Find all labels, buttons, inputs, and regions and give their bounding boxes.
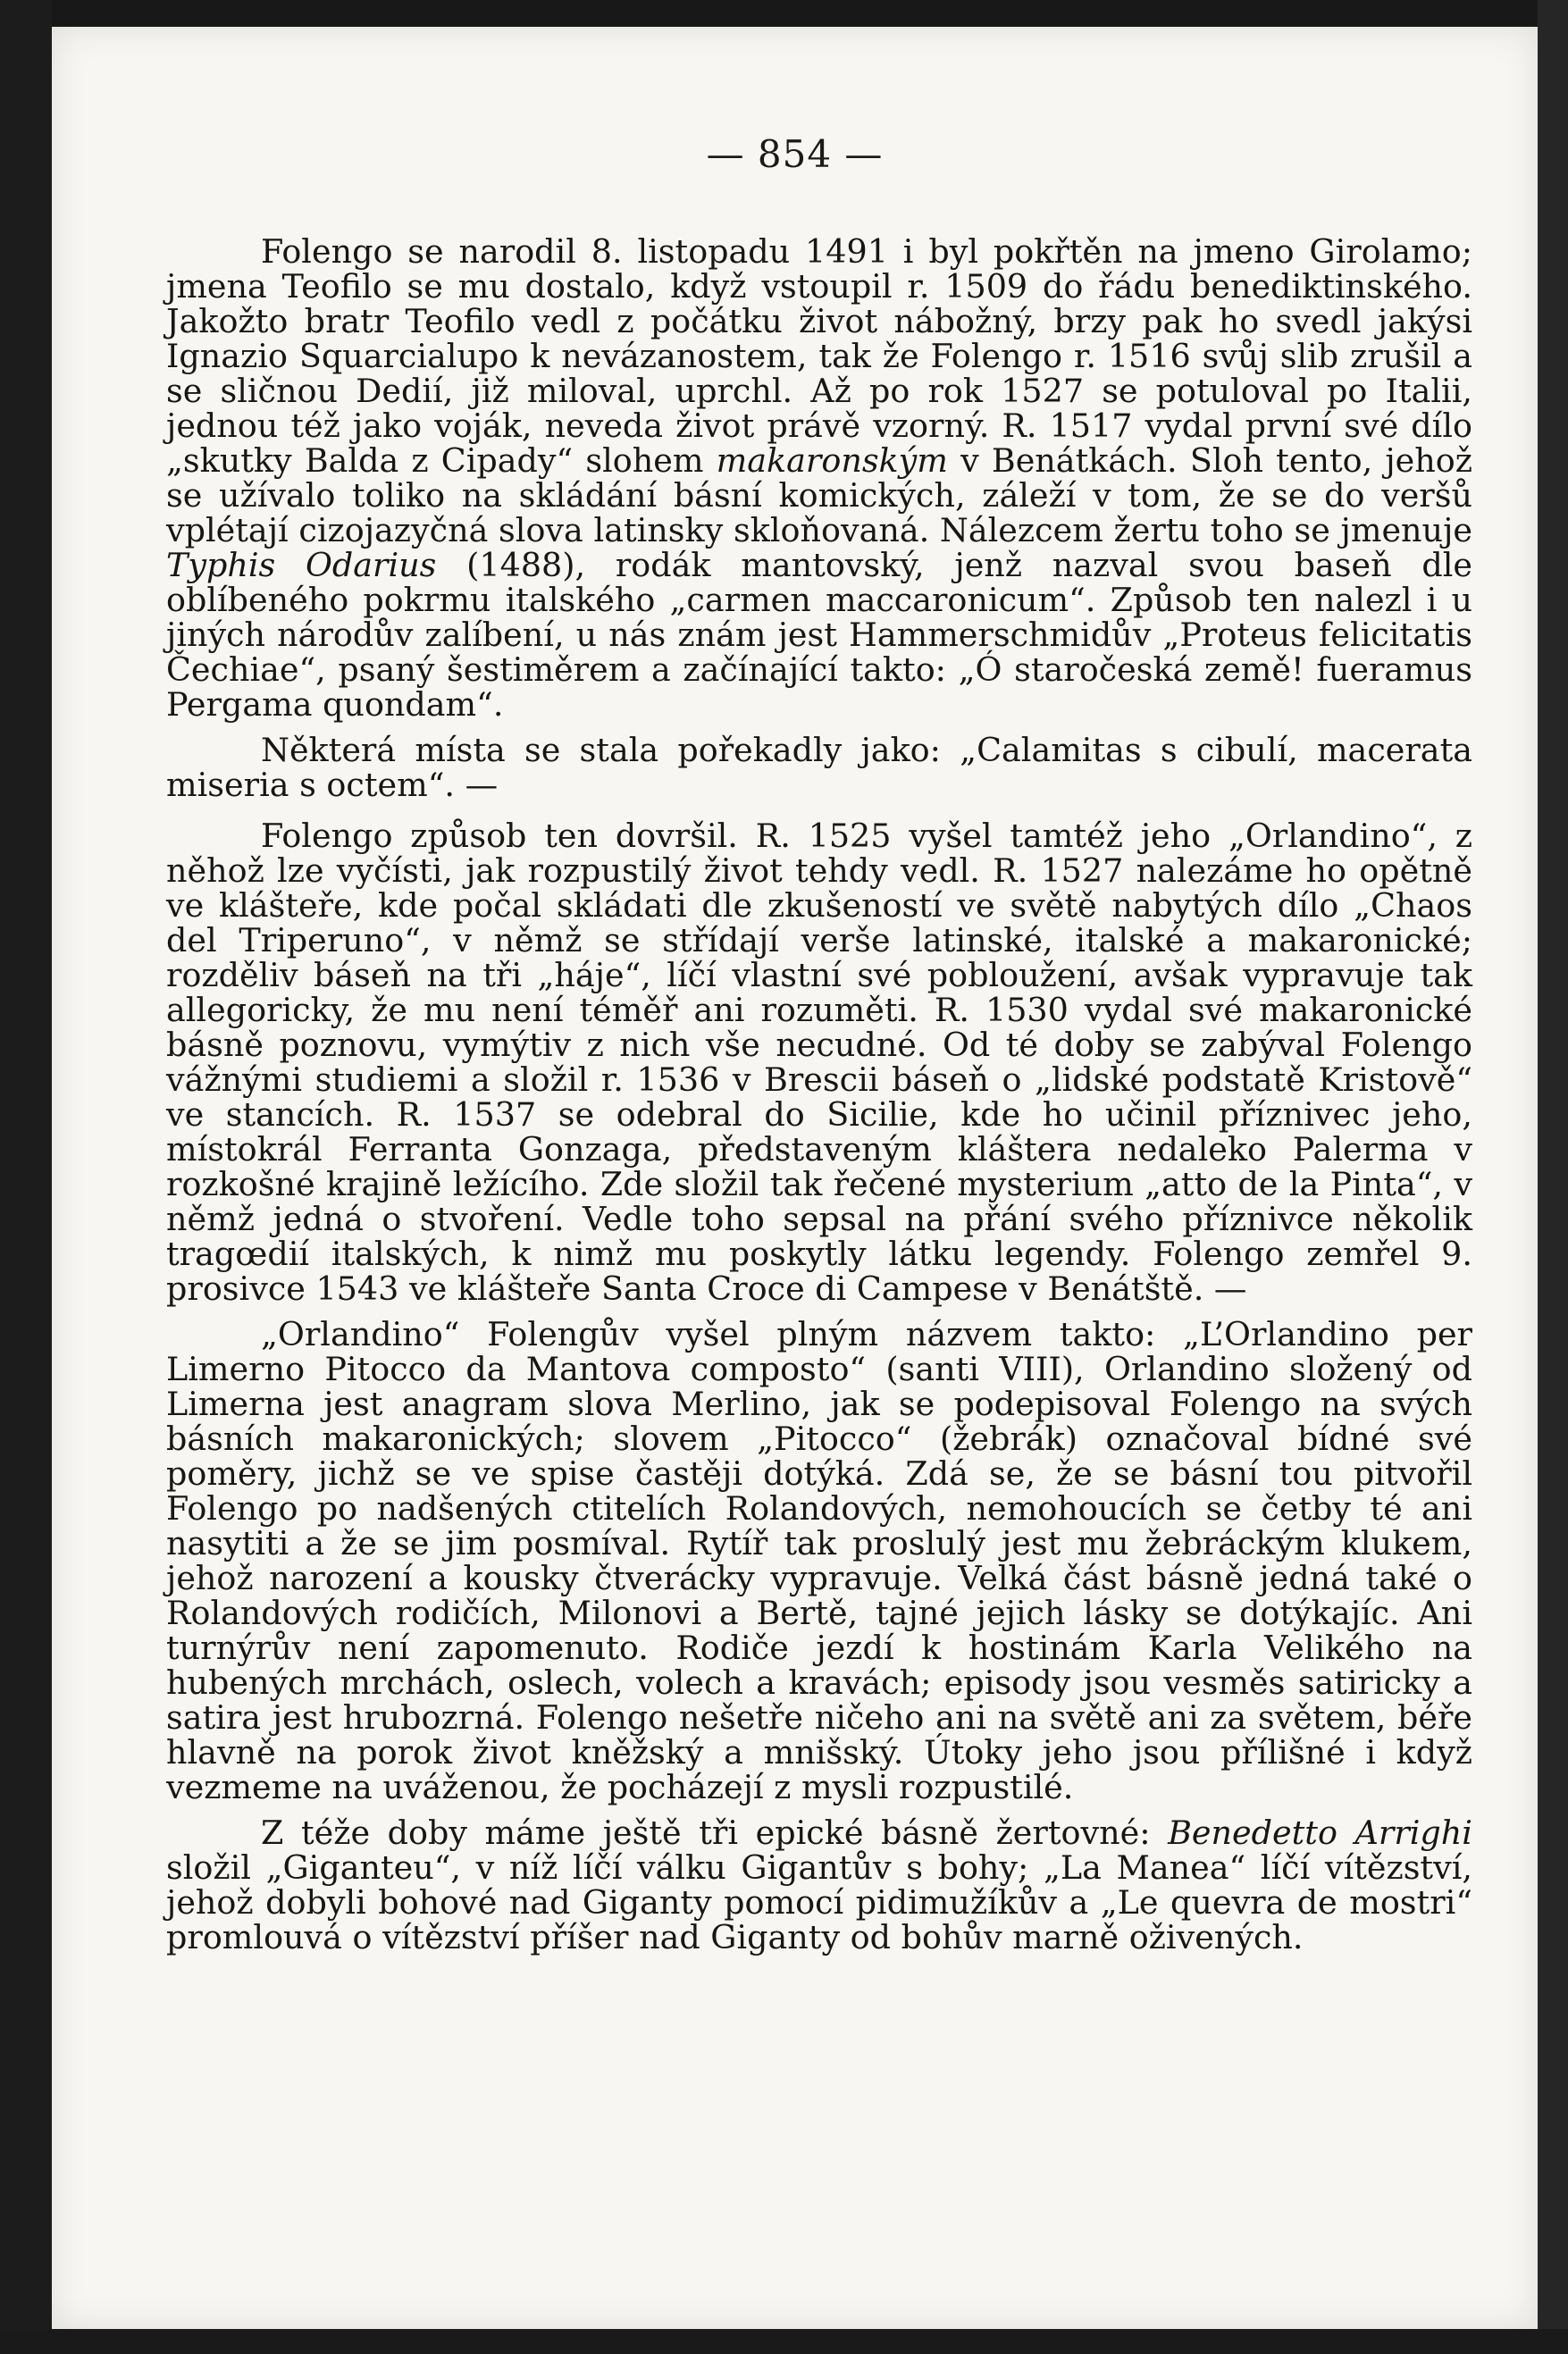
paragraph-folengo-works: Folengo způsob ten dovršil. R. 1525 vyšel tamtéž jeho „Orlandino“, z něhož lze vyčísti, jak rozpustilý život tehdy vedl. R. 1527 nalezáme ho opětně ve klášteře, kde počal skládati dle zkušeností ve světě nabytých dílo „Chaos del Triperuno“, v němž se střídají verše latinské, italské a makaronické; rozděliv báseň na tři „háje“, líčí vlastní své pobloužení, avšak vypravuje tak allegoricky, že mu není téměř ani rozuměti. R. 1530 vydal své makaronické básně poznovu, vymýtiv z nich vše necudné. Od té doby se zabýval Folengo vážnými studiemi a složil r. 1536 v Brescii báseň o „lidské podstatě Kristově“ ve stancích. R. 1537 se odebral do Sicilie, kde ho učinil příznivec jeho, místokrál Ferranta Gonzaga, představeným kláštera nedaleko Palerma v rozkošné krajině ležícího. Zde složil tak řečené mysterium „atto de la Pinta“, v němž jedná o stvoření. Vedle toho sepsal na přání svého příznivce několik tragœdií italských, k nimž mu poskytly látku legendy. Folengo zemřel 9. prosivce 1543 ve klášteře Santa Croce di Campese v Benátště. — <box>166 817 1472 1308</box>
paragraph-text: Folengo se narodil 8. listopadu 1491 i byl pokřtěn na jmeno Girolamo; jmena Teofilo se mu dostalo, když vstoupil r. 1509 do řádu benediktinského. Jakožto bratr Teofilo vedl z počátku život nábožný, brzy pak ho svedl jakýsi Ignazio Squarcialupo k nevázanostem, tak že Folengo r. 1516 svůj slib zrušil a se sličnou Dedií, již miloval, uprchl. Až po rok 1527 se potuloval po Italii, jednou též jako voják, neveda život právě vzorný. R. 1517 vydal první své dílo „skutky Balda z Cipady“ slohem <box>166 232 1472 480</box>
paragraph-folengo-life <box>166 234 1472 722</box>
paragraph-text: Z téže doby máme ještě tři epické básně žertovné: <box>261 1814 1169 1852</box>
paragraph-text: v Benátkách. Sloh tento, jehož se užívalo toliko na skládání básní komických, záleží v tom, že se do veršů vplétají cizojazyčná slova latinsky skloňovaná. Nálezcem žertu toho se jmenuje <box>166 441 1472 549</box>
scan-border-right <box>1538 0 1568 2354</box>
paragraph-text: (1488), rodák mantovský, jenž nazval svou baseň dle oblíbeného pokrmu italského „carmen maccaronicum“. Způsob ten nalezl i u jiných národův zalíbení, u nás znám jest Hammerschmidův „Proteus felicitatis Čechiae“, psaný šestiměrem a začínající takto: „Ó staročeská země! fueramus Pergama quondam“. <box>166 546 1472 724</box>
paragraph-text: složil „Giganteu“, v níž líčí válku Gigantův s bohy; „La Manea“ líčí vítězství, jehož dobyli bohové nad Giganty pomocí pidimužíkův a „Le quevra de mostri“ promlouvá o vítězství příšer nad Giganty od bohův marně oživených. <box>166 1848 1472 1956</box>
scan-border-left <box>0 0 52 2354</box>
scan-border-top <box>0 0 1568 29</box>
scan-border-bottom <box>0 2329 1568 2354</box>
page-number: — 854 — <box>706 132 884 176</box>
italic-term: makaronským <box>716 441 948 480</box>
paragraph-epic-poems <box>166 1815 1472 1955</box>
body-text <box>166 234 1472 1955</box>
paragraph-sayings: Některá místa se stala pořekadly jako: „Calamitas s cibulí, macerata miseria s octem“. — <box>166 731 1472 804</box>
italic-name: Benedetto Arrighi <box>1168 1814 1472 1852</box>
italic-name: Typhis Odarius <box>166 546 437 584</box>
paragraph-orlandino: „Orlandino“ Folengův vyšel plným názvem takto: „L’Orlandino per Limerno Pitocco da Mantova composto“ (santi VIII), Orlandino složený od Limerna jest anagram slova Merlino, jak se podepisoval Folengo na svých básních makaronických; slovem „Pitocco“ (žebrák) označoval bídné své poměry, jichž se ve spise častěji dotýká. Zdá se, že se básní tou pitvořil Folengo po nadšených ctitelích Rolandových, nemohoucích se četby té ani nasytiti a že se jim posmíval. Rytíř tak proslulý jest mu žebráckým klukem, jehož narození a kousky čtverácky vypravuje. Velká část básně jedná také o Rolandových rodičích, Milonovi a Bertě, tajné jejich lásky se dotýkajíc. Ani turnýrův není zapomenuto. Rodiče jezdí k hostinám Karla Velikého na hubených mrchách, oslech, volech a kravách; episody jsou vesměs satiricky a satira jest hrubozrná. Folengo nešetře ničeho ani na světě ani za světem, béře hlavně na porok život kněžský a mnišský. Útoky jeho jsou přílišné i když vezmeme na uváženou, že pocházejí z mysli rozpustilé. <box>166 1315 1472 1806</box>
book-page <box>52 27 1538 2329</box>
